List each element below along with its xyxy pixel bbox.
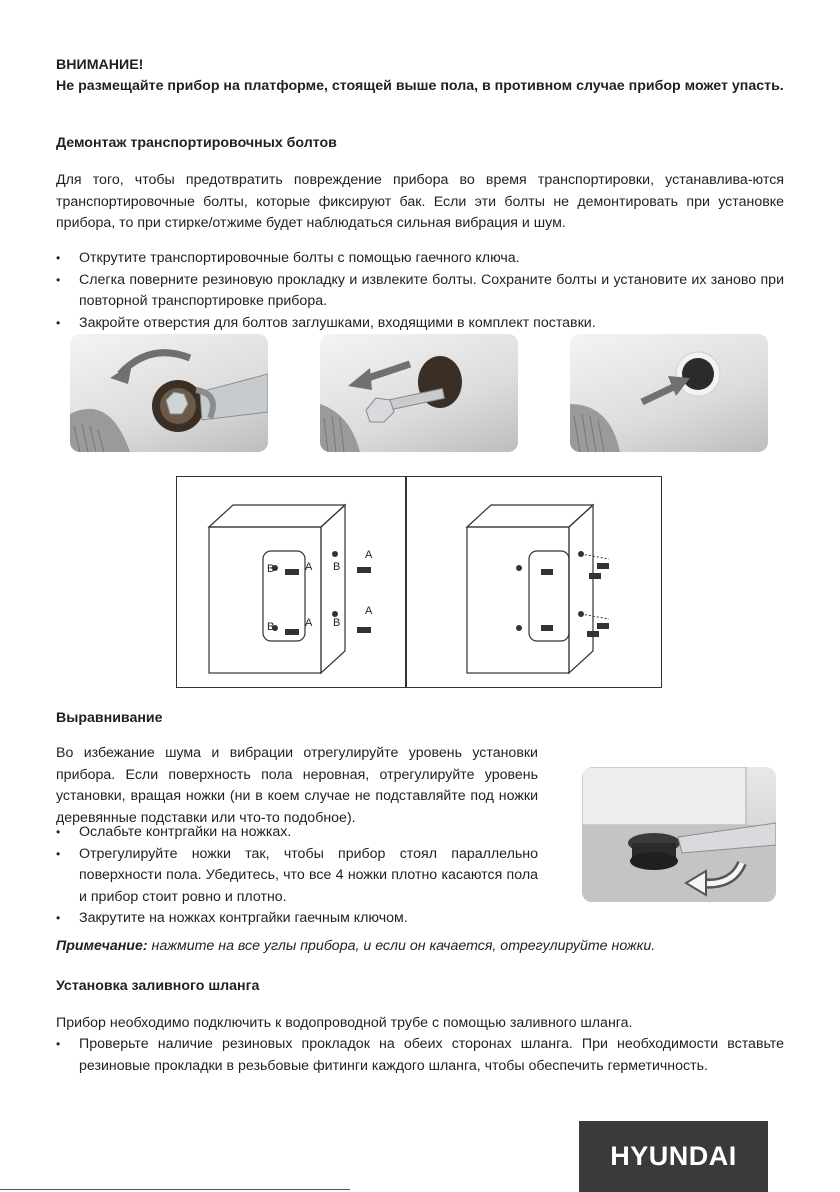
bolts-step: • Открутите транспортировочные болты с помощью гаечного ключа. (56, 248, 784, 270)
leveling-intro: Во избежание шума и вибрации отрегулируйте уровень установки прибора. Если поверхность пола неровная, отрегулируйте уровень установки, вращая ножки (ни в коем случае не подставляйте под ножки деревянные подставки или что-то подобное). (56, 745, 538, 826)
bolts-heading: Демонтаж транспортировочных болтов (56, 135, 337, 151)
photo-remove-bolt (320, 334, 518, 452)
photo-unscrew-bolt (70, 334, 268, 452)
label-b: B (267, 621, 275, 633)
leveling-heading: Выравнивание (56, 710, 163, 726)
brand-logo: HYUNDAI (579, 1121, 768, 1192)
warning-title: ВНИМАНИЕ! (56, 57, 144, 73)
label-a: A (365, 549, 373, 561)
leveling-steps (56, 822, 538, 930)
leveling-note (56, 936, 784, 958)
warning-text: Не размещайте прибор на платформе, стоящей выше пола, в противном случае прибор может упасть. (56, 78, 784, 94)
label-a: A (365, 605, 373, 617)
note-text: нажмите на все углы прибора, и если он качается, отрегулируйте ножки. (147, 938, 656, 954)
label-a: A (305, 561, 313, 573)
hose-intro: Прибор необходимо подключить к водопроводной трубе с помощью заливного шланга. (56, 1015, 633, 1031)
leveling-step: • Закрутите на ножках контргайки гаечным ключом. (56, 908, 538, 930)
label-b: B (267, 563, 275, 575)
bolts-intro: Для того, чтобы предотвратить повреждение прибора во время транспортировки, устанавлива-ются транспортировочные болты, которые фиксируют бак. Если эти болты не демонтировать при установке прибора, то при стирке/отжиме будет наблюдаться сильная вибрация и шум. (56, 172, 784, 231)
leveling-step: • Ослабьте контргайки на ножках. (56, 822, 538, 844)
note-label: Примечание: (56, 938, 148, 954)
bolts-step: • Слегка поверните резиновую прокладку и извлеките болты. Сохраните болты и установите их заново при повторной транспортировке прибора. (56, 270, 784, 313)
bolts-step: • Закройте отверстия для болтов заглушками, входящими в комплект поставки. (56, 313, 784, 335)
footer-line (0, 1189, 350, 1190)
hose-step: • Проверьте наличие резиновых прокладок на обеих сторонах шланга. При необходимости вставьте резиновые прокладки в резьбовые фитинги каждого шланга, чтобы обеспечить герметичность. (56, 1034, 784, 1077)
bolts-steps (56, 248, 784, 334)
label-b: B (333, 617, 341, 629)
diagram-drawing (177, 477, 661, 687)
label-b: B (333, 561, 341, 573)
photo-adjust-feet (582, 767, 776, 902)
bolts-diagram (176, 476, 662, 688)
hose-heading: Установка заливного шланга (56, 978, 260, 994)
hose-steps (56, 1034, 784, 1077)
photo-insert-plug (570, 334, 768, 452)
label-a: A (305, 617, 313, 629)
leveling-step: • Отрегулируйте ножки так, чтобы прибор стоял параллельно поверхности пола. Убедитесь, что все 4 ножки плотно касаются пола и прибор стоит ровно и плотно. (56, 844, 538, 909)
